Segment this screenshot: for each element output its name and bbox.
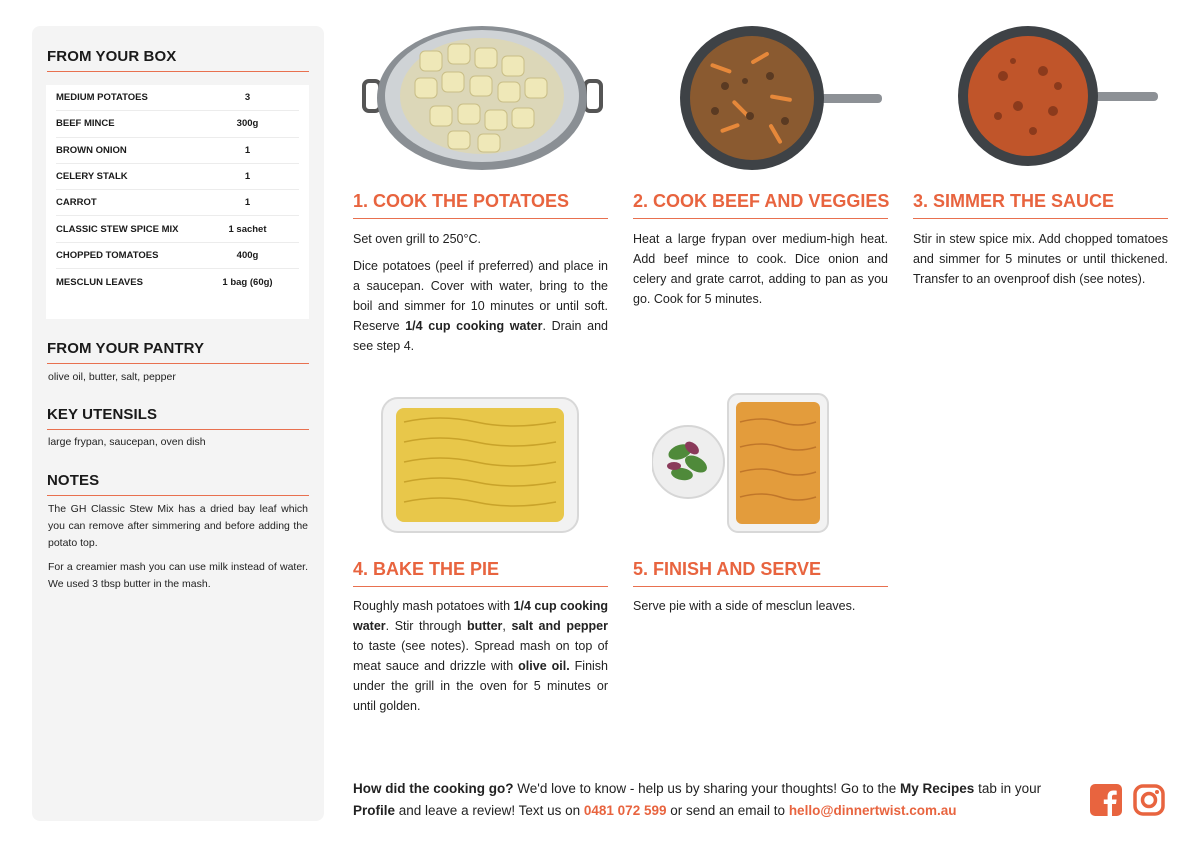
step-3-body <box>913 229 1168 296</box>
bake-pie-dish-image <box>380 392 580 537</box>
note-2: For a creamier mash you can use milk instead of water. We used 3 tbsp butter in the mash. <box>48 561 308 590</box>
step-1-body <box>353 229 608 363</box>
step-4-text: Roughly mash potatoes with 1/4 cup cooking water. Stir through butter, salt and pepper to taste (see notes). Spread mash on top of meat sauce and drizzle with olive oil. Finish under the grill in the oven for 5 minutes or until golden. <box>353 599 608 713</box>
utensils-text: large frypan, saucepan, oven dish <box>48 436 206 448</box>
ingredient-name: MEDIUM POTATOES <box>56 92 148 104</box>
table-row <box>56 164 299 190</box>
instagram-icon[interactable] <box>1133 784 1165 816</box>
step-3-text: Stir in stew spice mix. Add chopped tomatoes and simmer for 5 minutes or until thickened. Transfer to an ovenproof dish (see notes). <box>913 232 1168 286</box>
ingredient-qty: 1 sachet <box>228 223 267 235</box>
step-1-text-2: Dice potatoes (peel if preferred) and place in a saucepan. Cover with water, bring to the boil and simmer for 10 minutes or until soft. Reserve 1/4 cup cooking water. Drain and see step 4. <box>353 259 608 353</box>
ingredient-name: CELERY STALK <box>56 171 128 183</box>
ingredient-name: MESCLUN LEAVES <box>56 276 143 288</box>
table-row <box>56 85 299 111</box>
step-2-text: Heat a large frypan over medium-high heat. Add beef mince to cook. Dice onion and celery and grate carrot, adding to pan as you go. Cook for 5 minutes. <box>633 232 888 306</box>
table-row <box>56 243 299 269</box>
ingredient-qty: 1 <box>244 171 251 183</box>
potatoes-pot-image <box>360 26 605 171</box>
table-row <box>56 138 299 164</box>
table-row <box>56 216 299 242</box>
my-recipes-label: My Recipes <box>900 781 975 796</box>
ingredient-name: BEEF MINCE <box>56 118 115 130</box>
profile-label: Profile <box>353 803 396 818</box>
table-row <box>56 269 299 295</box>
table-row <box>56 111 299 137</box>
email-link[interactable]: hello@dinnertwist.com.au <box>788 803 957 818</box>
ingredient-qty: 3 <box>244 92 251 104</box>
ingredients-table <box>46 85 309 319</box>
ingredient-qty: 1 <box>244 197 251 209</box>
feedback-footer: How did the cooking go? We'd love to know - help us by sharing your thoughts! Go to the My Recipes tab in your Profile and leave a review! Text us on 0481 072 599 or send an email to hello@dinnertwist.com.au <box>353 781 1042 818</box>
step-4-body <box>353 596 608 723</box>
ingredient-qty: 300g <box>236 118 259 130</box>
ingredient-name: CHOPPED TOMATOES <box>56 249 159 261</box>
step-1-title: 1. COOK THE POTATOES <box>353 191 608 219</box>
ingredient-name: CLASSIC STEW SPICE MIX <box>56 223 179 235</box>
simmer-sauce-pan-image <box>958 26 1163 171</box>
step-5-body <box>633 596 888 623</box>
step-2-title: 2. COOK BEEF AND VEGGIES <box>633 191 888 219</box>
note-1: The GH Classic Stew Mix has a dried bay leaf which you can remove after simmering and before adding the potato top. <box>48 503 308 549</box>
ingredients-sidebar <box>32 26 324 821</box>
step-2-body <box>633 229 888 316</box>
table-row <box>56 190 299 216</box>
ingredient-name: BROWN ONION <box>56 144 127 156</box>
ingredient-name: CARROT <box>56 197 97 209</box>
ingredient-qty: 1 <box>244 144 251 156</box>
ingredient-qty: 1 bag (60g) <box>222 276 273 288</box>
footer-question: How did the cooking go? <box>353 781 514 796</box>
facebook-icon[interactable] <box>1090 784 1122 816</box>
utensils-heading: KEY UTENSILS <box>47 406 309 430</box>
step-3-title: 3. SIMMER THE SAUCE <box>913 191 1168 219</box>
phone-link[interactable]: 0481 072 599 <box>583 803 667 818</box>
finish-serve-image <box>652 392 832 537</box>
notes-heading: NOTES <box>47 472 309 496</box>
step-5-text: Serve pie with a side of mesclun leaves. <box>633 599 856 613</box>
step-1-text: Set oven grill to 250°C. <box>353 232 481 246</box>
ingredient-qty: 400g <box>236 249 259 261</box>
beef-veggies-pan-image <box>680 26 885 171</box>
pantry-text: olive oil, butter, salt, pepper <box>48 371 176 383</box>
step-4-title: 4. BAKE THE PIE <box>353 559 608 587</box>
step-5-title: 5. FINISH AND SERVE <box>633 559 888 587</box>
pantry-heading: FROM YOUR PANTRY <box>47 340 309 364</box>
box-heading: FROM YOUR BOX <box>47 48 309 72</box>
